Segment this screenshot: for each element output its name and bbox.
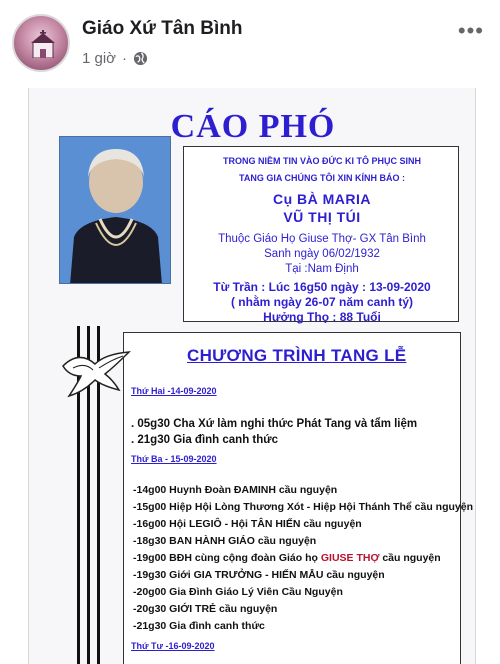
age-line: Hưởng Thọ : 88 Tuổi — [263, 310, 381, 324]
schedule-item: -21g30 Gia đình canh thức — [133, 620, 265, 632]
schedule-item: . 21g30 Gia đình canh thức — [131, 434, 279, 446]
schedule-title: CHƯƠNG TRÌNH TANG LỄ — [187, 346, 407, 365]
schedule-item-text: -19g00 BĐH cùng cộng đoàn Giáo họ — [133, 552, 321, 564]
church-avatar-icon — [30, 30, 56, 58]
day-label-tuesday: Thứ Ba - 15-09-2020 — [131, 454, 217, 464]
day-label-wednesday: Thứ Tư -16-09-2020 — [131, 641, 215, 651]
schedule-item: -16g00 Hội LEGIÔ - Hội TÂN HIẾN cầu nguyện — [133, 518, 362, 530]
schedule-item: -19g30 Giới GIA TRƯỞNG - HIẾN MẪU cầu nguyện — [133, 569, 385, 581]
portrait-photo — [59, 136, 171, 284]
place-line: Tại :Nam Định — [285, 263, 359, 275]
dove-icon — [59, 346, 133, 402]
deceased-title: Cụ BÀ MARIA — [272, 191, 372, 207]
intro-line-1: TRONG NIỀM TIN VÀO ĐỨC KI TÔ PHỤC SINH — [223, 156, 421, 166]
birth-line: Sanh ngày 06/02/1932 — [264, 248, 380, 260]
intro-line-2: TANG GIA CHÚNG TÔI XIN KÍNH BÁO : — [239, 173, 405, 183]
post-header — [0, 0, 500, 88]
day-label-monday: Thứ Hai -14-09-2020 — [131, 386, 217, 396]
obituary-poster[interactable] — [28, 88, 476, 664]
schedule-item-highlight-row — [133, 552, 441, 564]
deceased-name: VŨ THỊ TÚI — [283, 209, 361, 225]
schedule-item: -15g00 Hiệp Hội Lòng Thương Xót - Hiệp Hội Thánh Thể cầu nguyện — [133, 501, 473, 513]
meta-separator: · — [122, 50, 128, 67]
schedule-item: -14g00 Huynh Đoàn ĐAMINH cầu nguyện — [133, 484, 338, 496]
portrait-illustration — [60, 137, 171, 284]
obituary-info-box — [183, 146, 459, 322]
highlight-text: GIUSE THỢ — [320, 552, 380, 564]
schedule-item: -20g30 GIỚI TRẺ cầu nguyện — [133, 603, 278, 615]
poster-title: CÁO PHÓ — [170, 108, 336, 145]
more-icon[interactable]: ••• — [457, 18, 484, 43]
page-avatar[interactable] — [12, 14, 70, 72]
schedule-item: . 05g30 Cha Xứ làm nghi thức Phát Tang và tẩm liệm — [131, 418, 418, 430]
lunar-line: ( nhằm ngày 26-07 năm canh tý) — [230, 295, 414, 309]
death-line: Từ Trần : Lúc 16g50 ngày : 13-09-2020 — [213, 280, 431, 294]
schedule-item: -18g30 BAN HÀNH GIÁO cầu nguyện — [133, 535, 317, 547]
post-time[interactable]: 1 giờ — [82, 50, 117, 67]
schedule-item: -20g00 Gia Đình Giáo Lý Viên Cầu Nguyện — [133, 586, 343, 598]
page-name[interactable]: Giáo Xứ Tân Bình — [82, 18, 243, 39]
schedule-item-tail: cầu nguyện — [379, 552, 441, 564]
globe-icon[interactable] — [133, 51, 148, 66]
post-meta — [82, 50, 148, 67]
parish-line: Thuộc Giáo Họ Giuse Thợ- GX Tân Bình — [218, 233, 426, 245]
